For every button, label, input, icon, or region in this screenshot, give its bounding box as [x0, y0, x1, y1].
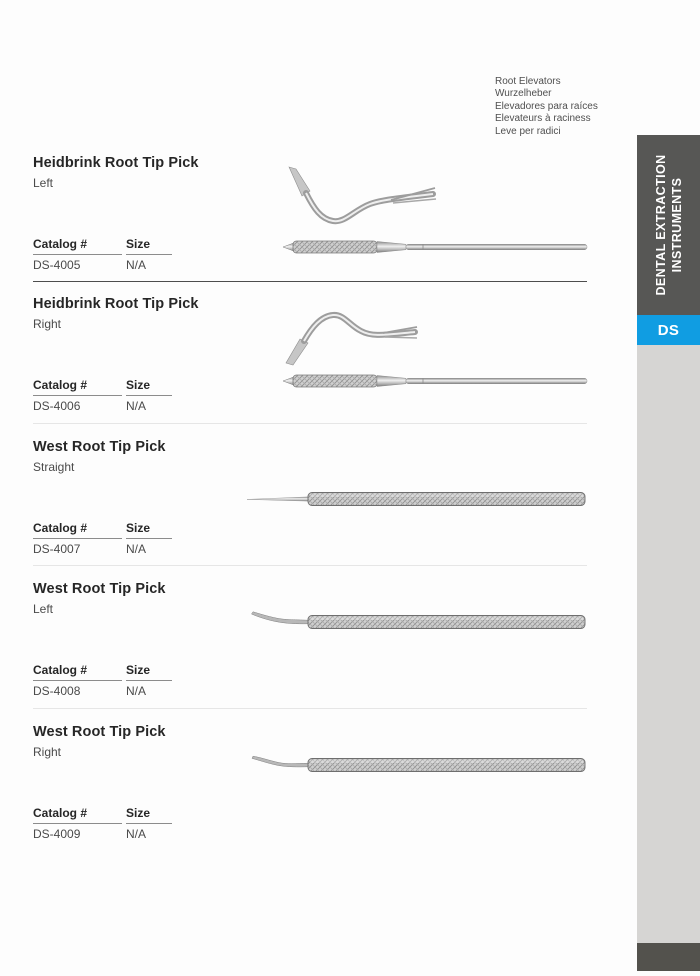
product-name: West Root Tip Pick [33, 581, 166, 597]
heidbrink-right-tip-illustration [283, 306, 420, 366]
heidbrink-right-instrument-illustration [282, 371, 588, 391]
product-name: West Root Tip Pick [33, 724, 166, 740]
catalog-number-header: Catalog # [33, 378, 122, 396]
section-divider [33, 423, 587, 424]
product-variant: Left [33, 176, 54, 190]
translation-line: Wurzelheber [495, 88, 552, 100]
section-code-label: DS [657, 321, 680, 339]
section-divider [33, 708, 587, 709]
west-left-instrument-illustration [245, 609, 587, 635]
product-name: Heidbrink Root Tip Pick [33, 296, 199, 312]
catalog-number-value: DS-4005 [33, 258, 81, 272]
catalog-number-value: DS-4007 [33, 542, 81, 556]
side-panel-gray [637, 345, 700, 943]
size-value: N/A [126, 827, 147, 841]
catalog-table [33, 806, 172, 841]
translation-line: Elevateurs à raciness [495, 113, 591, 125]
catalog-number-header: Catalog # [33, 663, 122, 681]
product-name: West Root Tip Pick [33, 439, 166, 455]
section-tab-line1: DENTAL EXTRACTION [653, 154, 668, 296]
translation-line: Elevadores para raíces [495, 100, 598, 112]
catalog-table [33, 521, 172, 556]
size-header: Size [126, 521, 172, 539]
catalog-number-header: Catalog # [33, 806, 122, 824]
size-value: N/A [126, 258, 147, 272]
product-section [33, 724, 587, 854]
west-right-instrument-illustration [245, 752, 587, 778]
translation-line: Root Elevators [495, 76, 561, 87]
section-code-tab-ds [637, 315, 700, 345]
size-header: Size [126, 806, 172, 824]
product-category-translations [495, 76, 598, 138]
catalog-number-value: DS-4009 [33, 827, 81, 841]
size-header: Size [126, 663, 172, 681]
catalog-number-value: DS-4008 [33, 684, 81, 698]
product-variant: Right [33, 745, 62, 759]
section-tab-line2: INSTRUMENTS [669, 177, 684, 273]
catalog-number-value: DS-4006 [33, 399, 81, 413]
product-variant: Straight [33, 460, 75, 474]
size-value: N/A [126, 684, 147, 698]
size-header: Size [126, 237, 172, 255]
footer-corner-block [637, 943, 700, 971]
section-divider [33, 281, 587, 282]
product-variant: Left [33, 602, 54, 616]
size-value: N/A [126, 399, 147, 413]
heidbrink-left-instrument-illustration [282, 237, 588, 257]
catalog-number-header: Catalog # [33, 237, 122, 255]
catalog-table [33, 663, 172, 698]
product-section [33, 581, 587, 711]
section-tab-label [637, 135, 700, 315]
heidbrink-left-tip-illustration [281, 166, 438, 230]
catalog-table [33, 378, 172, 413]
size-value: N/A [126, 542, 147, 556]
section-divider [33, 565, 587, 566]
west-straight-instrument-illustration [245, 486, 587, 512]
product-name: Heidbrink Root Tip Pick [33, 155, 199, 171]
size-header: Size [126, 378, 172, 396]
catalog-number-header: Catalog # [33, 521, 122, 539]
translation-line: Leve per radici [495, 125, 561, 137]
product-variant: Right [33, 317, 62, 331]
section-tab-dental-extraction [637, 135, 700, 315]
catalog-table [33, 237, 172, 272]
